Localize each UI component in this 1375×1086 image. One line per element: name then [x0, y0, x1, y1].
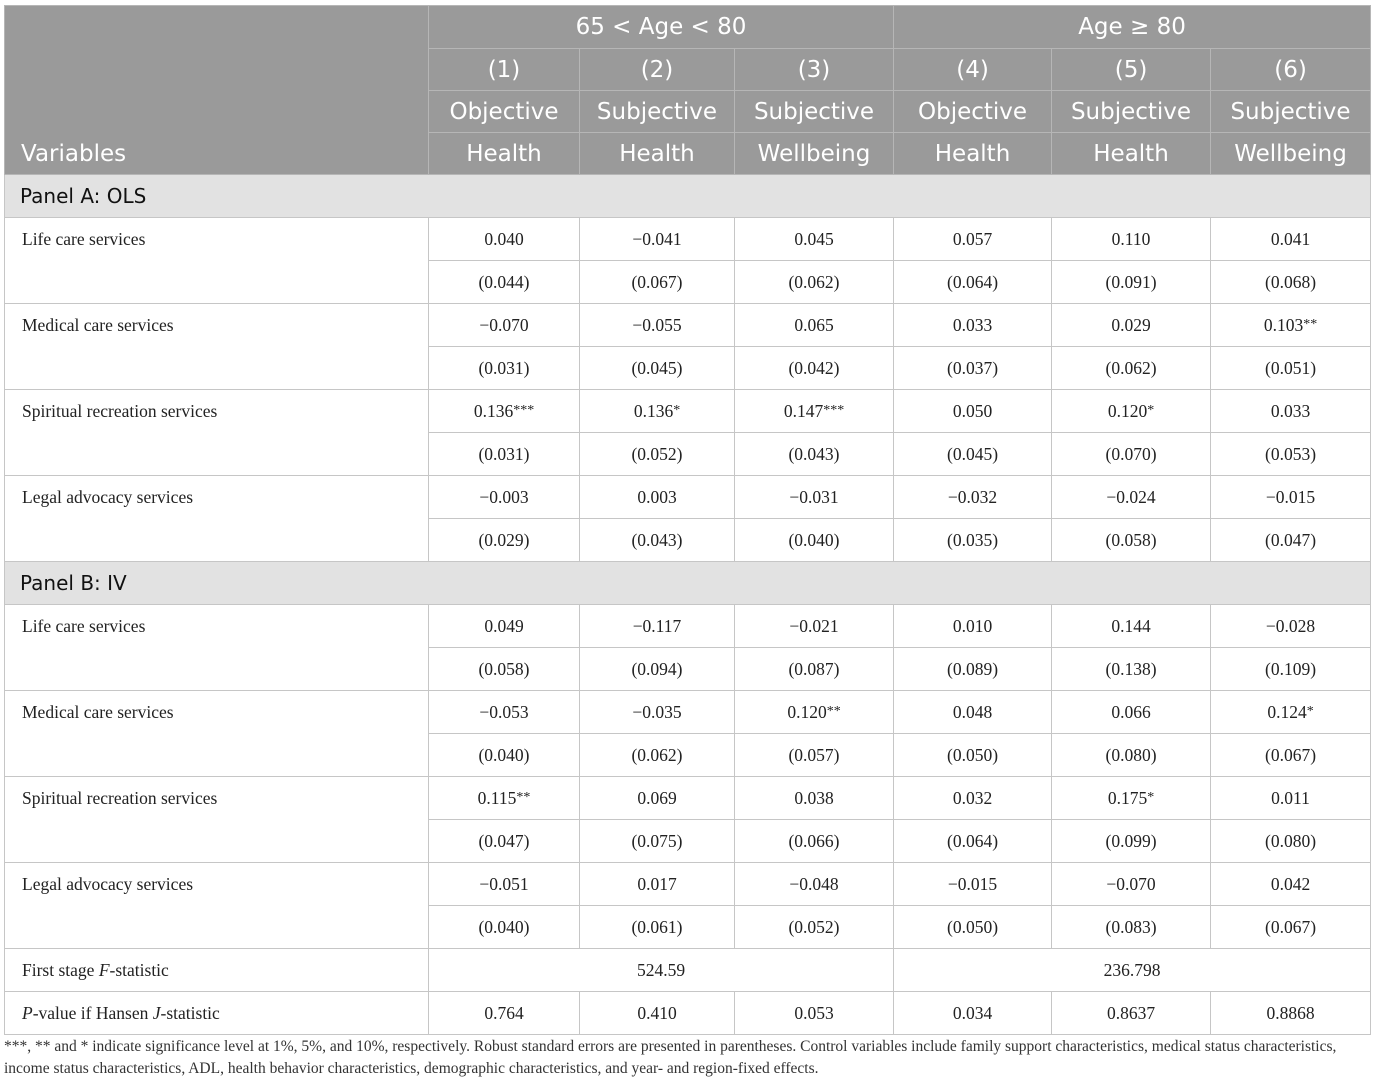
coefficient-value: 0.033 — [1270, 401, 1311, 421]
coefficient-row — [5, 605, 1371, 648]
coefficient-value: −0.048 — [789, 874, 839, 894]
standard-error-cell: (0.043) — [580, 519, 735, 562]
standard-error-cell: (0.080) — [1211, 820, 1371, 863]
coefficient-cell — [1211, 777, 1371, 820]
regression-table-container — [4, 5, 1370, 1035]
standard-error-cell: (0.044) — [429, 261, 580, 304]
variable-label: Life care services — [5, 605, 429, 691]
coefficient-cell — [580, 476, 735, 519]
coefficient-value: 0.136 — [633, 401, 674, 421]
column-title-line2: Health — [429, 133, 580, 175]
coefficient-cell — [580, 691, 735, 734]
coefficient-value: 0.069 — [637, 788, 677, 808]
column-title-line2: Health — [580, 133, 735, 175]
significance-stars: *** — [823, 403, 845, 418]
coefficient-value: 0.066 — [1111, 702, 1151, 722]
standard-error-cell: (0.061) — [580, 906, 735, 949]
standard-error-cell: (0.067) — [580, 261, 735, 304]
standard-error-cell: (0.070) — [1052, 433, 1211, 476]
coefficient-value: −0.003 — [479, 487, 529, 507]
hansen-value: 0.8637 — [1052, 992, 1211, 1035]
coefficient-cell — [1052, 218, 1211, 261]
significance-stars: * — [1147, 403, 1155, 418]
coefficient-cell — [894, 304, 1052, 347]
standard-error-cell: (0.053) — [1211, 433, 1371, 476]
variables-header: Variables — [5, 6, 429, 175]
standard-error-cell: (0.037) — [894, 347, 1052, 390]
significance-stars: ** — [1303, 317, 1318, 332]
coefficient-cell — [1052, 390, 1211, 433]
variable-label: Life care services — [5, 218, 429, 304]
coefficient-value: 0.110 — [1111, 229, 1151, 249]
coefficient-value: 0.049 — [484, 616, 524, 636]
coefficient-cell — [580, 304, 735, 347]
coefficient-row — [5, 863, 1371, 906]
hansen-value: 0.034 — [894, 992, 1052, 1035]
coefficient-value: 0.115 — [477, 788, 517, 808]
label-part-italic: J — [152, 1003, 161, 1023]
coefficient-cell — [735, 476, 894, 519]
coefficient-value: −0.021 — [789, 616, 839, 636]
coefficient-value: 0.041 — [1270, 229, 1311, 249]
standard-error-cell: (0.083) — [1052, 906, 1211, 949]
coefficient-value: 0.120 — [1107, 401, 1148, 421]
coefficient-cell — [1211, 304, 1371, 347]
coefficient-value: 0.032 — [952, 788, 993, 808]
standard-error-cell: (0.029) — [429, 519, 580, 562]
column-title-line2: Wellbeing — [735, 133, 894, 175]
standard-error-cell: (0.057) — [735, 734, 894, 777]
hansen-value: 0.8868 — [1211, 992, 1371, 1035]
label-part-italic: P — [22, 1003, 33, 1023]
standard-error-cell: (0.064) — [894, 261, 1052, 304]
coefficient-cell — [429, 304, 580, 347]
age-group-2-header: Age ≥ 80 — [894, 6, 1371, 49]
coefficient-cell — [894, 390, 1052, 433]
coefficient-value: 0.011 — [1271, 788, 1310, 808]
standard-error-cell: (0.043) — [735, 433, 894, 476]
coefficient-cell — [429, 390, 580, 433]
standard-error-cell: (0.052) — [580, 433, 735, 476]
coefficient-value: 0.175 — [1107, 788, 1148, 808]
coefficient-value: 0.040 — [484, 229, 524, 249]
significance-stars: * — [1147, 790, 1155, 805]
first-stage-value-group2: 236.798 — [894, 949, 1371, 992]
coefficient-value: 0.136 — [473, 401, 514, 421]
variable-label: Legal advocacy services — [5, 863, 429, 949]
table-footnote: ***, ** and * indicate significance level at 1%, 5%, and 10%, respectively. Robust standard errors are presented in parentheses. Control variables include family support characteristics, medical status characteristics, income status characteristics, ADL, health behavior characteristics, demographic characteristics, and year- and region-fixed effects. — [4, 1038, 1337, 1077]
first-stage-row — [5, 949, 1371, 992]
coefficient-value: −0.024 — [1106, 487, 1156, 507]
coefficient-cell — [894, 691, 1052, 734]
coefficient-cell — [735, 691, 894, 734]
variable-label: Medical care services — [5, 691, 429, 777]
hansen-row — [5, 992, 1371, 1035]
standard-error-cell: (0.068) — [1211, 261, 1371, 304]
regression-table — [4, 5, 1371, 1035]
table-body — [5, 175, 1371, 1035]
coefficient-cell — [1052, 863, 1211, 906]
hansen-label — [5, 992, 429, 1035]
coefficient-cell — [735, 304, 894, 347]
table-header — [5, 6, 1371, 175]
coefficient-row — [5, 476, 1371, 519]
coefficient-cell — [429, 476, 580, 519]
coefficient-cell — [580, 605, 735, 648]
standard-error-cell: (0.051) — [1211, 347, 1371, 390]
coefficient-cell — [735, 777, 894, 820]
variable-label: Medical care services — [5, 304, 429, 390]
variable-label: Legal advocacy services — [5, 476, 429, 562]
column-number: (4) — [894, 49, 1052, 91]
coefficient-cell — [735, 390, 894, 433]
coefficient-value: 0.057 — [952, 229, 993, 249]
column-title-line2: Wellbeing — [1211, 133, 1371, 175]
label-part-italic: F — [98, 960, 110, 980]
column-number: (6) — [1211, 49, 1371, 91]
coefficient-value: 0.103 — [1263, 315, 1304, 335]
significance-stars: ** — [516, 790, 531, 805]
coefficient-value: 0.017 — [637, 874, 677, 894]
column-title-line2: Health — [894, 133, 1052, 175]
coefficient-cell — [735, 863, 894, 906]
coefficient-cell — [580, 218, 735, 261]
coefficient-value: 0.124 — [1267, 702, 1307, 722]
coefficient-value: 0.120 — [787, 702, 827, 722]
significance-stars: *** — [513, 403, 535, 418]
standard-error-cell: (0.066) — [735, 820, 894, 863]
coefficient-row — [5, 304, 1371, 347]
coefficient-cell — [1052, 605, 1211, 648]
coefficient-cell — [1052, 777, 1211, 820]
coefficient-cell — [1052, 691, 1211, 734]
column-title-line1: Subjective — [1052, 91, 1211, 133]
standard-error-cell: (0.047) — [1211, 519, 1371, 562]
column-title-line1: Subjective — [580, 91, 735, 133]
column-number: (1) — [429, 49, 580, 91]
variable-label: Spiritual recreation services — [5, 390, 429, 476]
label-part: First stage — [22, 960, 99, 980]
coefficient-cell — [580, 777, 735, 820]
significance-stars: * — [1306, 704, 1314, 719]
coefficient-row — [5, 691, 1371, 734]
first-stage-value-group1: 524.59 — [429, 949, 894, 992]
coefficient-value: −0.070 — [1106, 874, 1156, 894]
coefficient-cell — [429, 691, 580, 734]
coefficient-cell — [894, 605, 1052, 648]
age-group-1-header: 65 < Age < 80 — [429, 6, 894, 49]
coefficient-cell — [735, 605, 894, 648]
column-number: (3) — [735, 49, 894, 91]
coefficient-value: 0.029 — [1111, 315, 1151, 335]
coefficient-row — [5, 390, 1371, 433]
standard-error-cell: (0.058) — [429, 648, 580, 691]
coefficient-value: 0.045 — [794, 229, 834, 249]
standard-error-cell: (0.045) — [580, 347, 735, 390]
standard-error-cell: (0.040) — [429, 734, 580, 777]
coefficient-cell — [429, 218, 580, 261]
standard-error-cell: (0.064) — [894, 820, 1052, 863]
coefficient-cell — [580, 390, 735, 433]
coefficient-row — [5, 777, 1371, 820]
coefficient-cell — [1211, 476, 1371, 519]
coefficient-cell — [894, 476, 1052, 519]
coefficient-value: 0.038 — [794, 788, 834, 808]
standard-error-cell: (0.047) — [429, 820, 580, 863]
column-number: (5) — [1052, 49, 1211, 91]
coefficient-row — [5, 218, 1371, 261]
coefficient-value: 0.042 — [1270, 874, 1311, 894]
standard-error-cell: (0.091) — [1052, 261, 1211, 304]
standard-error-cell: (0.087) — [735, 648, 894, 691]
coefficient-value: −0.015 — [947, 874, 998, 894]
standard-error-cell: (0.050) — [894, 906, 1052, 949]
significance-stars: * — [673, 403, 681, 418]
standard-error-cell: (0.138) — [1052, 648, 1211, 691]
standard-error-cell: (0.052) — [735, 906, 894, 949]
standard-error-cell: (0.035) — [894, 519, 1052, 562]
coefficient-value: 0.144 — [1111, 616, 1151, 636]
coefficient-cell — [429, 777, 580, 820]
standard-error-cell: (0.094) — [580, 648, 735, 691]
coefficient-value: −0.031 — [789, 487, 839, 507]
standard-error-cell: (0.040) — [429, 906, 580, 949]
standard-error-cell: (0.062) — [1052, 347, 1211, 390]
standard-error-cell: (0.109) — [1211, 648, 1371, 691]
column-title-line1: Objective — [429, 91, 580, 133]
coefficient-value: 0.003 — [637, 487, 677, 507]
coefficient-value: −0.051 — [479, 874, 529, 894]
coefficient-value: 0.050 — [952, 401, 993, 421]
significance-stars: ** — [826, 704, 841, 719]
label-part: -statistic — [109, 960, 169, 980]
first-stage-label — [5, 949, 429, 992]
coefficient-value: −0.055 — [632, 315, 682, 335]
standard-error-cell: (0.067) — [1211, 734, 1371, 777]
coefficient-value: −0.035 — [632, 702, 682, 722]
coefficient-value: −0.032 — [947, 487, 998, 507]
coefficient-value: −0.028 — [1265, 616, 1316, 636]
coefficient-value: 0.048 — [952, 702, 993, 722]
hansen-value: 0.053 — [735, 992, 894, 1035]
coefficient-value: −0.053 — [479, 702, 529, 722]
coefficient-value: −0.015 — [1265, 487, 1316, 507]
standard-error-cell: (0.067) — [1211, 906, 1371, 949]
column-number: (2) — [580, 49, 735, 91]
panel-title: Panel B: IV — [5, 562, 1371, 605]
coefficient-cell — [894, 218, 1052, 261]
standard-error-cell: (0.040) — [735, 519, 894, 562]
standard-error-cell: (0.062) — [735, 261, 894, 304]
standard-error-cell: (0.045) — [894, 433, 1052, 476]
coefficient-value: −0.117 — [632, 616, 682, 636]
coefficient-value: −0.041 — [632, 229, 682, 249]
panel-row — [5, 175, 1371, 218]
standard-error-cell: (0.042) — [735, 347, 894, 390]
standard-error-cell: (0.080) — [1052, 734, 1211, 777]
coefficient-value: 0.147 — [783, 401, 824, 421]
coefficient-cell — [1211, 218, 1371, 261]
column-title-line1: Objective — [894, 91, 1052, 133]
coefficient-cell — [894, 777, 1052, 820]
coefficient-cell — [1052, 304, 1211, 347]
column-title-line1: Subjective — [735, 91, 894, 133]
coefficient-value: 0.010 — [952, 616, 993, 636]
hansen-value: 0.764 — [429, 992, 580, 1035]
coefficient-cell — [894, 863, 1052, 906]
coefficient-cell — [580, 863, 735, 906]
label-part: -value if Hansen — [32, 1003, 153, 1023]
standard-error-cell: (0.031) — [429, 347, 580, 390]
coefficient-cell — [1052, 476, 1211, 519]
hansen-value: 0.410 — [580, 992, 735, 1035]
standard-error-cell: (0.031) — [429, 433, 580, 476]
column-title-line2: Health — [1052, 133, 1211, 175]
coefficient-value: −0.070 — [479, 315, 529, 335]
standard-error-cell: (0.050) — [894, 734, 1052, 777]
standard-error-cell: (0.099) — [1052, 820, 1211, 863]
panel-title: Panel A: OLS — [5, 175, 1371, 218]
standard-error-cell: (0.089) — [894, 648, 1052, 691]
coefficient-cell — [735, 218, 894, 261]
label-part: -statistic — [160, 1003, 220, 1023]
coefficient-value: 0.065 — [794, 315, 834, 335]
coefficient-cell — [429, 863, 580, 906]
coefficient-cell — [1211, 691, 1371, 734]
variable-label: Spiritual recreation services — [5, 777, 429, 863]
standard-error-cell: (0.062) — [580, 734, 735, 777]
coefficient-cell — [429, 605, 580, 648]
standard-error-cell: (0.058) — [1052, 519, 1211, 562]
standard-error-cell: (0.075) — [580, 820, 735, 863]
panel-row — [5, 562, 1371, 605]
coefficient-value: 0.033 — [952, 315, 993, 335]
coefficient-cell — [1211, 390, 1371, 433]
coefficient-cell — [1211, 605, 1371, 648]
coefficient-cell — [1211, 863, 1371, 906]
column-title-line1: Subjective — [1211, 91, 1371, 133]
